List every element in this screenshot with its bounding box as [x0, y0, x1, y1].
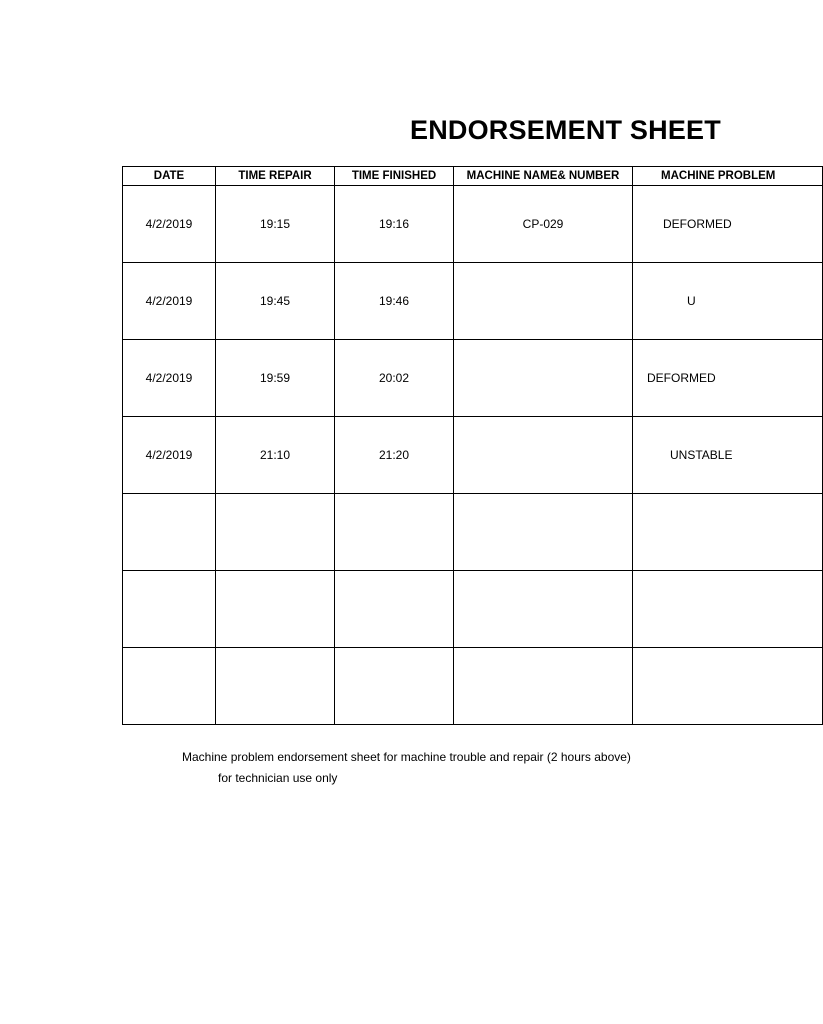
cell-date	[123, 648, 216, 725]
cell-time-finished	[335, 648, 454, 725]
header-machine-problem: MACHINE PROBLEM	[633, 167, 823, 186]
table-row	[123, 494, 823, 571]
cell-machine-problem: UNSTABLE	[633, 417, 823, 494]
cell-machine-name-number	[454, 494, 633, 571]
cell-machine-name-number	[454, 648, 633, 725]
cell-machine-problem	[633, 571, 823, 648]
cell-date: 4/2/2019	[123, 186, 216, 263]
note-description: Machine problem endorsement sheet for machine trouble and repair (2 hours above)	[182, 750, 631, 764]
cell-time-repair	[216, 571, 335, 648]
cell-time-repair	[216, 648, 335, 725]
cell-date: 4/2/2019	[123, 263, 216, 340]
cell-time-finished: 19:46	[335, 263, 454, 340]
cell-machine-problem: DEFORMED	[633, 186, 823, 263]
header-date: DATE	[123, 167, 216, 186]
table-row	[123, 571, 823, 648]
cell-date	[123, 571, 216, 648]
cell-time-finished	[335, 571, 454, 648]
cell-time-repair: 19:59	[216, 340, 335, 417]
cell-machine-problem: DEFORMED	[633, 340, 823, 417]
table-header-row	[123, 167, 823, 186]
cell-machine-name-number	[454, 571, 633, 648]
header-machine-name-number: MACHINE NAME& NUMBER	[454, 167, 633, 186]
header-time-repair: TIME REPAIR	[216, 167, 335, 186]
table-row	[123, 648, 823, 725]
cell-machine-problem: U	[633, 263, 823, 340]
cell-machine-name-number	[454, 263, 633, 340]
cell-machine-problem	[633, 648, 823, 725]
cell-time-finished	[335, 494, 454, 571]
cell-time-repair: 19:15	[216, 186, 335, 263]
cell-time-repair	[216, 494, 335, 571]
cell-time-repair: 19:45	[216, 263, 335, 340]
cell-machine-name-number	[454, 340, 633, 417]
sheet-title: ENDORSEMENT SHEET	[410, 115, 721, 145]
cell-machine-name-number: CP-029	[454, 186, 633, 263]
cell-time-finished: 20:02	[335, 340, 454, 417]
table-row	[123, 417, 823, 494]
header-time-finished: TIME FINISHED	[335, 167, 454, 186]
cell-date: 4/2/2019	[123, 340, 216, 417]
endorsement-table	[122, 166, 823, 725]
cell-machine-name-number	[454, 417, 633, 494]
table-row	[123, 340, 823, 417]
table-row	[123, 263, 823, 340]
cell-time-finished: 21:20	[335, 417, 454, 494]
note-usage: for technician use only	[218, 771, 338, 785]
cell-time-repair: 21:10	[216, 417, 335, 494]
cell-machine-problem	[633, 494, 823, 571]
cell-time-finished: 19:16	[335, 186, 454, 263]
cell-date	[123, 494, 216, 571]
table-row	[123, 186, 823, 263]
cell-date: 4/2/2019	[123, 417, 216, 494]
